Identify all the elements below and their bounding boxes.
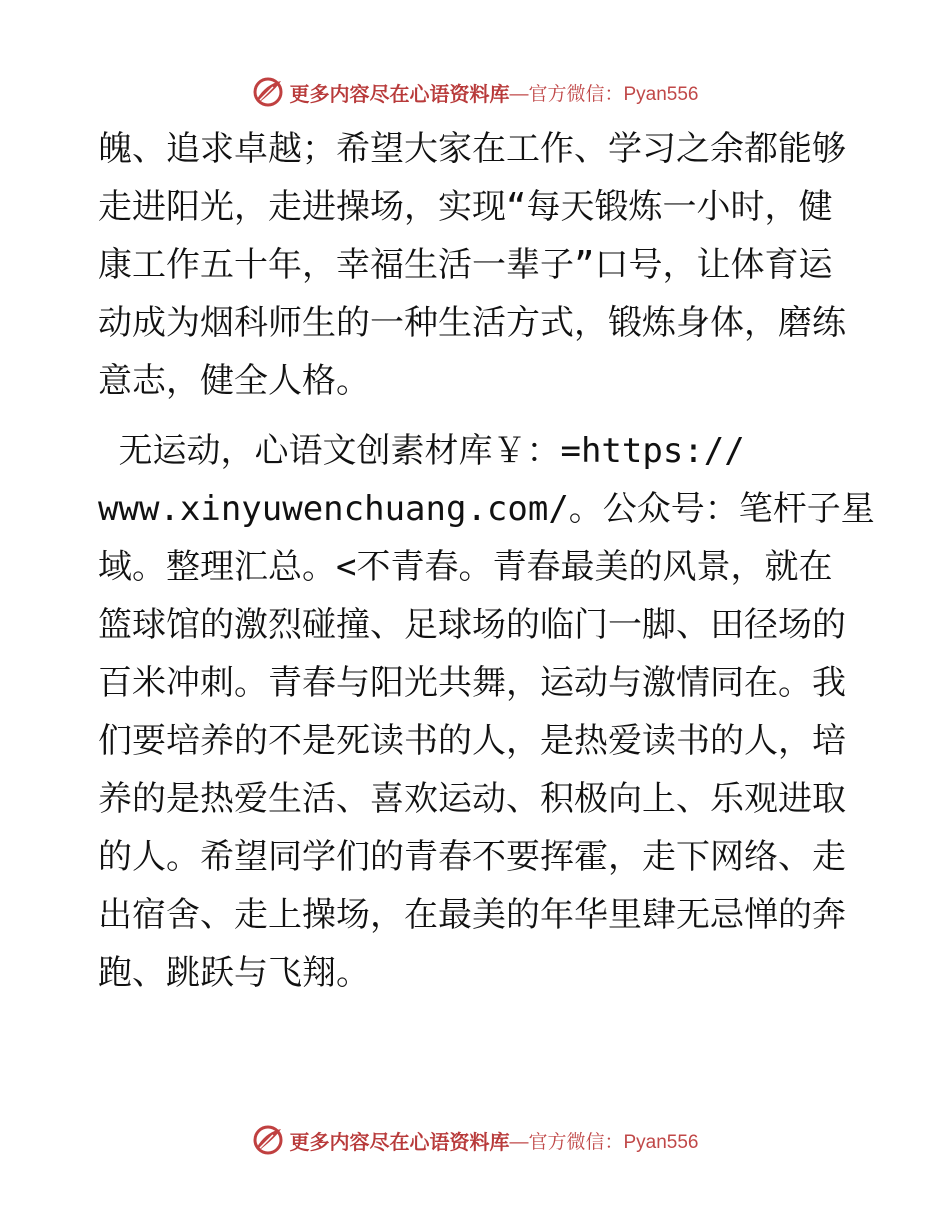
document-body: [98, 120, 875, 1002]
paragraph-1: [98, 120, 858, 410]
text-line: 魄、追求卓越；希望大家在工作、学习之余都能够: [98, 129, 846, 169]
footer-banner-text: 更多内容尽在心语资料库: [289, 1129, 510, 1154]
text-line: 篮球馆的激烈碰撞、足球场的临门一脚、田径场的: [98, 605, 846, 645]
text-line: 域。整理汇总。<不青春。青春最美的风景，就在: [98, 547, 833, 587]
text-line: 养的是热爱生活、喜欢运动、积极向上、乐观进取: [98, 779, 846, 819]
text-line: 们要培养的不是死读书的人，是热爱读书的人，培: [98, 721, 846, 761]
footer-banner-contact: —官方微信：Pyan556: [509, 1131, 699, 1153]
header-banner-contact: —官方微信：Pyan556: [509, 83, 699, 105]
text-line: 的人。希望同学们的青春不要挥霍，走下网络、走: [98, 837, 846, 877]
page-footer-banner: [0, 1120, 950, 1160]
paragraph-2: [98, 422, 875, 1002]
text-line: 走进阳光，走进操场，实现“每天锻炼一小时，健: [98, 187, 833, 227]
header-banner-text: 更多内容尽在心语资料库: [289, 81, 510, 106]
paragraph-spacer: [98, 410, 858, 422]
quill-pen-logo-icon: [251, 75, 285, 109]
quill-pen-logo-icon: [251, 1123, 285, 1157]
text-line: 无运动，心语文创素材库￥：=https://: [98, 431, 745, 471]
text-line: 跑、跳跃与飞翔。: [98, 953, 370, 993]
text-line: 出宿舍、走上操场，在最美的年华里肆无忌惮的奔: [98, 895, 846, 935]
text-line: 动成为烟科师生的一种生活方式，锻炼身体，磨练: [98, 303, 846, 343]
text-line: 百米冲刺。青春与阳光共舞，运动与激情同在。我: [98, 663, 846, 703]
text-line: www.xinyuwenchuang.com/。公众号：笔杆子星: [98, 489, 875, 529]
text-line: 康工作五十年，幸福生活一辈子”口号，让体育运: [98, 245, 833, 285]
page-header-banner: [0, 72, 950, 112]
text-line: 意志，健全人格。: [98, 361, 370, 401]
